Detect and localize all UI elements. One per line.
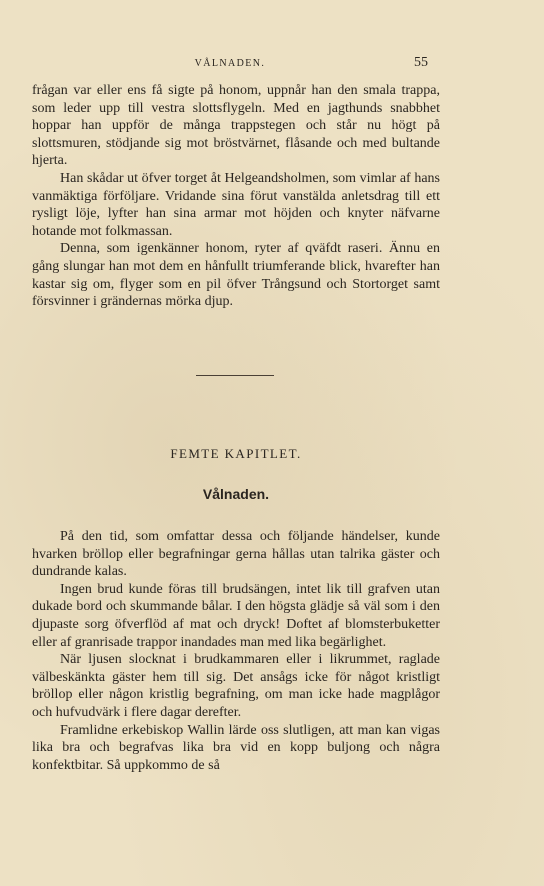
page-header <box>32 56 428 72</box>
paragraph: frågan var eller ens få sigte på honom, uppnår han den smala trappa, som leder upp till vestra slottsflygeln. Med en jagthunds snabbhet hoppar han uppför de många trappstegen och står nu högt på slottsmuren, stödjande sig mot bröstvärnet, flåsande och med bultande hjerta. <box>32 83 440 169</box>
chapter-title: Vålnaden. <box>202 486 270 502</box>
chapter-label: FEMTE KAPITLET. <box>170 446 302 461</box>
section-divider <box>196 375 274 376</box>
text-section-1 <box>32 82 440 311</box>
page-number: 55 <box>414 55 428 70</box>
paragraph: När ljusen slocknat i brudkammaren eller i likrummet, raglade välbeskänkta gäster hem till sig. Det ansågs icke för något kristligt bröllop eller någon kristlig begrafning, om man icke hade magplågor och hufvudvärk i flere dagar derefter. <box>32 652 440 720</box>
paragraph: Han skådar ut öfver torget åt Helgeandsholmen, som vimlar af hans vanmäktiga förföljare. Vridande sina förut vanstälda anletsdrag till ett rysligt löje, lyfter han sina armar mot höjden och knyter näfvarne hotande mot folkmassan. <box>32 170 440 239</box>
paragraph: Denna, som igenkänner honom, ryter af qväfdt raseri. Ännu en gång slungar han mot dem en hånfullt triumferande blick, hvarefter han kastar sig om, flyger som en pil öfver Trångsund och Stortorget samt försvinner i grändernas mörka djup. <box>32 241 440 310</box>
paragraph: Framlidne erkebiskop Wallin lärde oss slutligen, att man kan vigas lika bra och begrafvas lika bra vid en kopp buljong och några konfektbitar. Så uppkommo de så <box>32 722 440 773</box>
paragraph: Ingen brud kunde föras till brudsängen, intet lik till grafven utan dukade bord och skummande bålar. I den högsta glädje så väl som i den djupaste sorg öfverflöd af mat och dryck! Doftet af blomsterbuketter eller af granrisade trappor inandades man med lika begärlighet. <box>32 581 440 650</box>
paragraph: På den tid, som omfattar dessa och följande händelser, kunde hvarken bröllop eller begrafningar gerna hållas utan talrika gäster och dundrande kalas. <box>32 529 440 580</box>
running-head: VÅLNADEN. <box>194 58 266 69</box>
text-section-2 <box>32 528 440 774</box>
